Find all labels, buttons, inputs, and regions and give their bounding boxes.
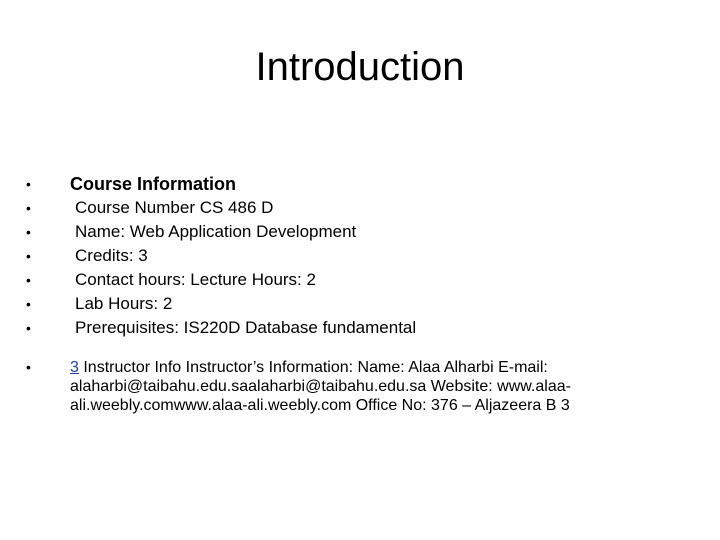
bullet-icon: • <box>26 200 31 216</box>
instructor-info <box>26 358 651 415</box>
course-info-list <box>26 172 646 340</box>
prerequisites: Prerequisites: IS220D Database fundamental <box>75 318 417 337</box>
instructor-details: Instructor Info Instructor’s Information: Name: Alaa Alharbi E-mail: alaharbi@taibahu.edu.saalaharbi@taibahu.edu.sa Website: www.alaa-ali.weebly.comwww.alaa-ali.weebly.com Office No: 376 – Aljazeera B 3 <box>70 359 571 414</box>
bullet-icon: • <box>26 320 31 336</box>
list-item <box>26 268 646 292</box>
course-name: Name: Web Application Development <box>75 222 357 241</box>
lab-hours: Lab Hours: 2 <box>75 294 173 313</box>
list-item <box>26 220 646 244</box>
course-info-heading: Course Information <box>70 174 237 194</box>
contact-hours: Contact hours: Lecture Hours: 2 <box>75 270 316 289</box>
list-item <box>26 196 646 220</box>
list-heading <box>26 172 646 196</box>
bullet-icon: • <box>26 176 31 192</box>
list-item <box>26 316 646 340</box>
course-number: Course Number CS 486 D <box>75 198 274 217</box>
slide-link[interactable]: 3 <box>70 359 79 376</box>
bullet-icon: • <box>26 248 31 264</box>
list-item <box>26 292 646 316</box>
instructor-info-text <box>70 358 651 415</box>
bullet-icon: • <box>26 272 31 288</box>
bullet-icon: • <box>26 224 31 240</box>
slide-title: Introduction <box>255 45 465 89</box>
credits: Credits: 3 <box>75 246 148 265</box>
bullet-icon: • <box>26 296 31 312</box>
bullet-icon: • <box>26 359 31 375</box>
list-item <box>26 244 646 268</box>
